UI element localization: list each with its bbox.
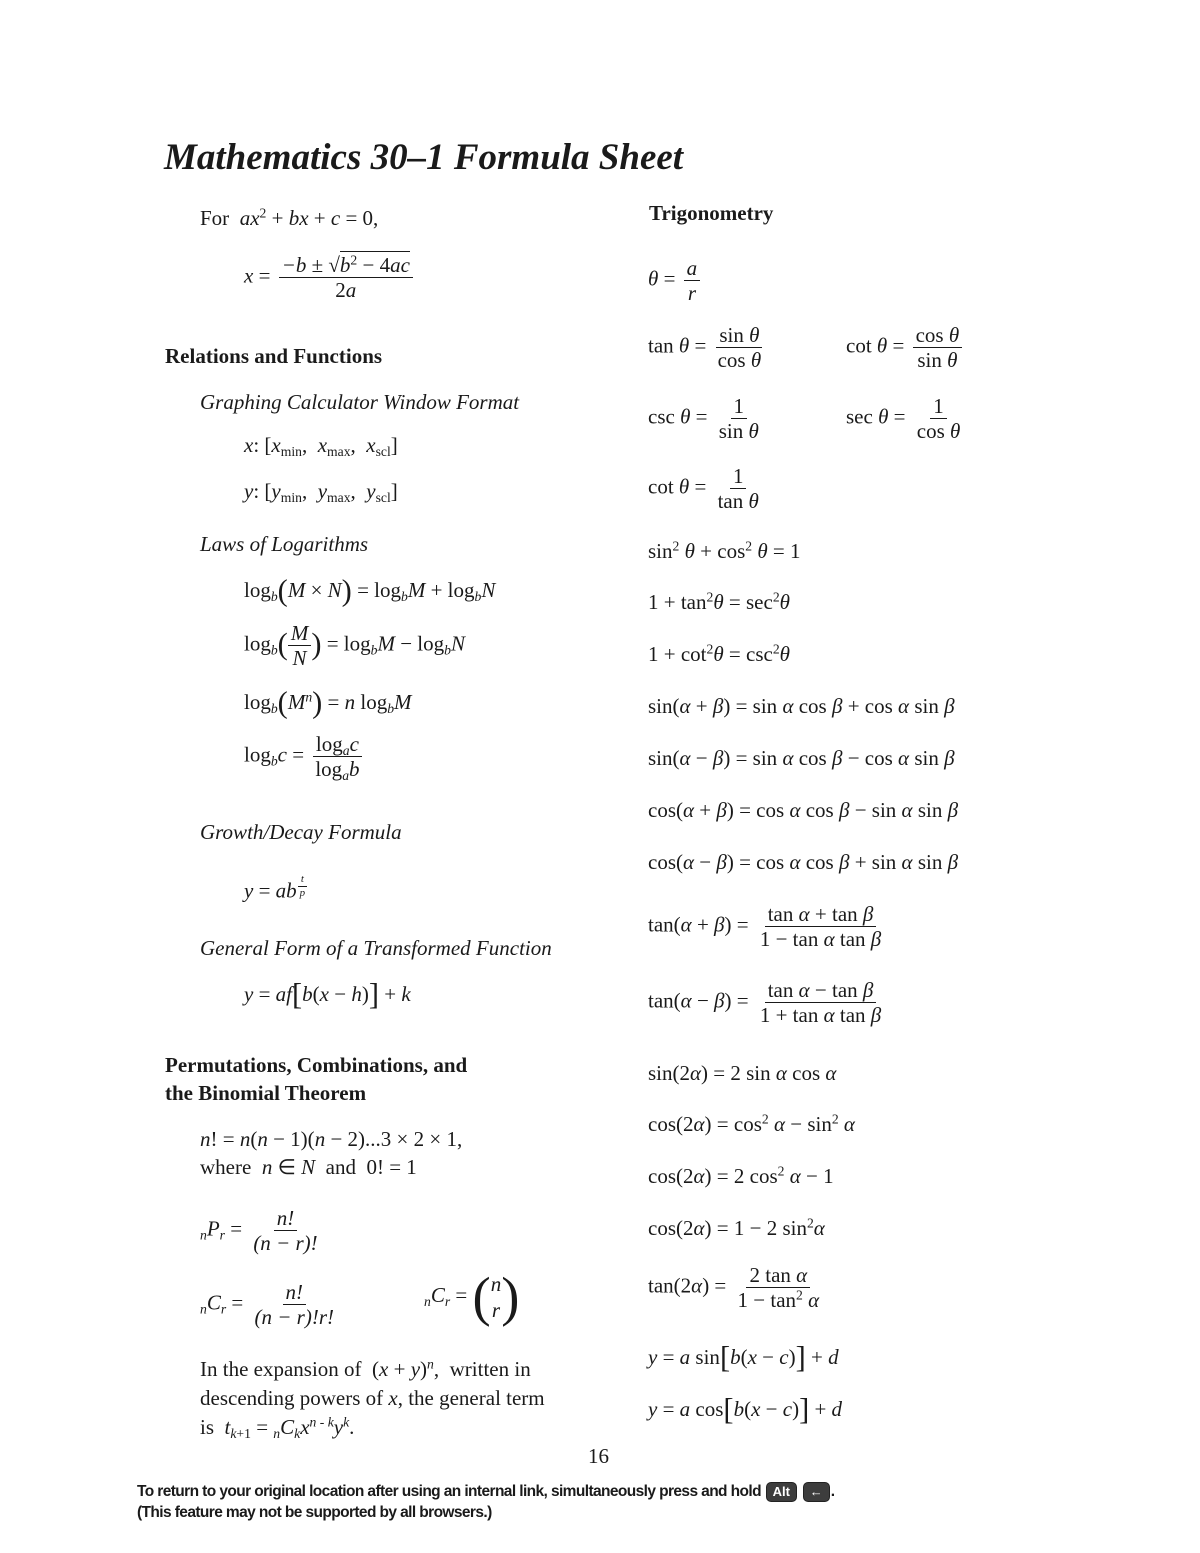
tan-double-angle: tan(2α) = $\frac{\text{2 tan α}}{1 - \tan^2 \alpha}$: [648, 1263, 820, 1313]
radian-numerator: a: [684, 257, 701, 281]
radian-denominator: r: [687, 281, 697, 306]
cot-numerator: 1: [730, 465, 747, 489]
footer-note: [137, 1481, 834, 1523]
sec-reciprocal-identity: sec θ = $\frac{1}{\text{cos θ}}$: [846, 394, 961, 444]
factorial-where: where n ∈ N and 0! = 1: [200, 1155, 417, 1179]
tan-sum-identity: tan(α + β) = $\frac{\text{tan α + tan β}}{\text{1 − tan α tan β}}$: [648, 902, 882, 952]
transformed-function-formula: y = af[b(x − h)] + k: [244, 977, 411, 1012]
sin-sum-identity: sin(α + β) = sin α cos β + cos α sin β: [648, 694, 955, 718]
log-change-of-base: $\log_bc$ = $\frac{\log_ac}{\log_ab}$: [244, 733, 366, 780]
quadratic-formula: x = $\frac{-b \pm √b^2 - 4ac}{2a}$: [244, 254, 416, 301]
growth-decay-formula: y = ab $^{\frac{t}{p}}$: [244, 873, 306, 903]
log-product-law: $\log_b(M \times N) = \log_bM + \log_bN$: [244, 573, 496, 608]
relations-heading: Relations and Functions: [165, 344, 383, 368]
expansion-line2: descending powers of x, the general term: [200, 1386, 545, 1410]
log-power-law: $\log_b(M^n) = n$ $\log_bM$: [244, 685, 412, 720]
cos-double-angle-2: cos(2α) = 2 $\cos^2 \alpha - 1$: [648, 1163, 834, 1188]
page-title: Mathematics 30–1 Formula Sheet: [164, 137, 684, 178]
cos-difference-identity: cos(α − β) = cos α cos β + sin α sin β: [648, 850, 959, 874]
radian-formula: θ = $\frac{a}{r}$: [648, 257, 703, 304]
footer-line1: [137, 1481, 834, 1502]
tan-quotient-identity: tan θ = $\frac{\text{sin θ}}{\text{cos θ}}$: [648, 323, 762, 373]
permutation-formula: $_nP_r$ = $\frac{n!}{(n - r)!}$: [200, 1207, 324, 1254]
cot-pythagorean-identity: $1 + \cot^2\theta = \csc^2\theta$: [648, 641, 790, 666]
cos-sum-identity: cos(α + β) = cos α cos β − sin α sin β: [648, 798, 959, 822]
trigonometry-heading: Trigonometry: [649, 201, 774, 225]
sin-difference-identity: sin(α − β) = sin α cos β − cos α sin β: [648, 746, 955, 770]
sec-numerator: 1: [930, 395, 947, 419]
permutations-heading-line1: Permutations, Combinations, and: [165, 1053, 468, 1077]
permutations-heading-line2: the Binomial Theorem: [165, 1081, 367, 1105]
ncr-numerator: n!: [283, 1281, 307, 1305]
window-format-heading: Graphing Calculator Window Format: [200, 390, 520, 414]
cot-reciprocal-identity: cot θ = $\frac{1}{\text{tan θ}}$: [648, 464, 759, 514]
pythagorean-identity: $\sin^2 \theta + \cos^2 \theta = 1$: [648, 538, 801, 563]
expansion-line3: is $t_{k+1} = _nC_kx^{n - k}y^k$.: [200, 1414, 355, 1442]
sinusoid-sin: y = a sin[b(x − c)] + d: [648, 1340, 839, 1375]
cos-double-angle-3: cos(2α) = 1 − 2 $\sin^2\alpha$: [648, 1215, 825, 1240]
logarithms-heading: Laws of Logarithms: [200, 532, 369, 556]
tan-pythagorean-identity: $1 + \tan^2\theta = \sec^2\theta$: [648, 589, 790, 614]
ncr-denominator: (n − r)!r!: [254, 1305, 334, 1330]
csc-numerator: 1: [731, 395, 748, 419]
window-y: y: [$y_{min}$, $y_{max}$, $y_{scl}$]: [244, 479, 398, 506]
growth-decay-heading: Growth/Decay Formula: [200, 820, 402, 844]
transformed-function-heading: General Form of a Transformed Function: [200, 936, 552, 960]
window-x: x: [$x_{min}$, $x_{max}$, $x_{scl}$]: [244, 433, 398, 460]
cos-double-angle-1: $\cos(2\alpha) = \cos^2 \alpha - \sin^2 \alpha$: [648, 1111, 855, 1136]
csc-reciprocal-identity: csc θ = $\frac{1}{\text{sin θ}}$: [648, 394, 759, 444]
alt-key-icon: Alt: [766, 1482, 797, 1502]
footer-line2: (This feature may not be supported by all browsers.): [137, 1504, 492, 1521]
combination-binomial-notation: $_nC_r$ = ( n r ): [424, 1266, 520, 1327]
npr-numerator: n!: [274, 1207, 298, 1231]
log-quotient-law: $\log_b$( $\frac{M}{N}$ ) = $\log_bM - \log_bN$: [244, 621, 465, 671]
footer-line1-text: To return to your original location after using an internal link, simultaneously press and hold: [137, 1483, 761, 1500]
sin-double-angle: sin(2α) = 2 sin α cos α: [648, 1061, 837, 1085]
sinusoid-cos: y = a cos[b(x − c)] + d: [648, 1392, 843, 1427]
cot-quotient-identity: cot θ = $\frac{\text{cos θ}}{\text{sin θ}}$: [846, 324, 965, 371]
footer-line1-end: .: [830, 1483, 835, 1500]
expansion-line1: In the expansion of $(x + y)^n$, written in: [200, 1356, 531, 1381]
page-number: 16: [588, 1444, 609, 1468]
quadratic-intro: For $ax^2$ + bx + c = 0,: [200, 205, 379, 230]
combination-formula: $_nC_r$ = $\frac{n!}{(n - r)!r!}$: [200, 1281, 340, 1328]
tan-difference-identity: tan(α − β) = $\frac{\text{tan α − tan β}}{\text{1 + tan α tan β}}$: [648, 978, 882, 1028]
left-arrow-key-icon: ←: [803, 1482, 830, 1502]
factorial-definition: n! = n(n − 1)(n − 2)...3 × 2 × 1,: [200, 1127, 463, 1151]
npr-denominator: (n − r)!: [253, 1231, 318, 1256]
